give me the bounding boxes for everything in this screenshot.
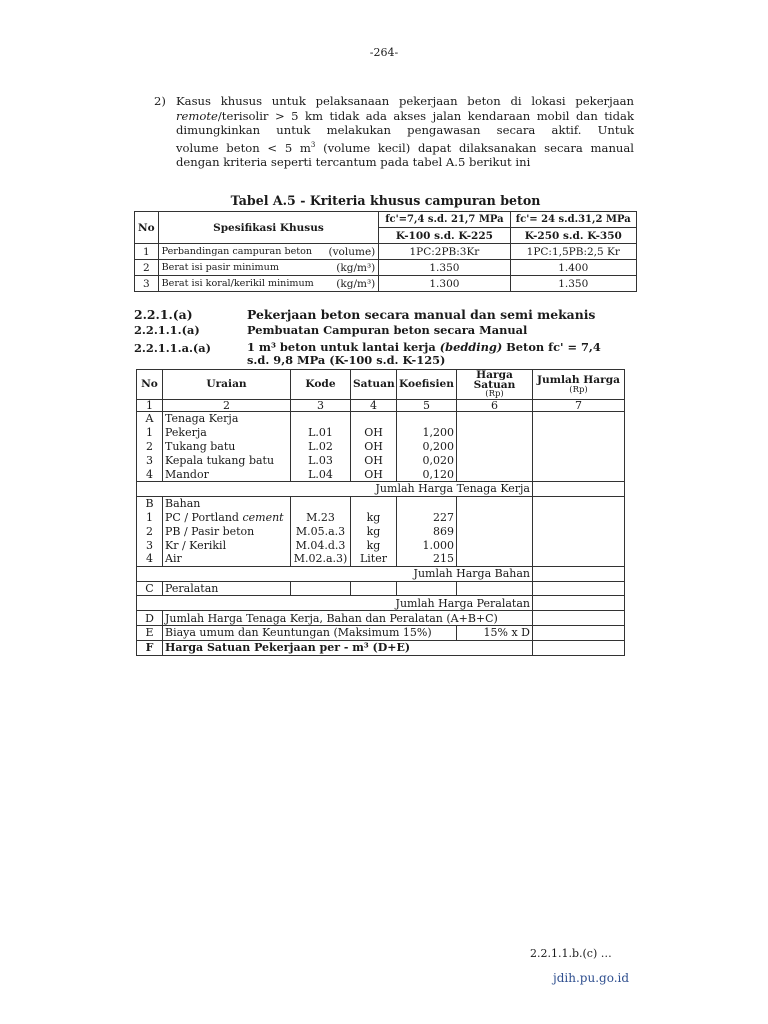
column-number-row bbox=[137, 400, 625, 412]
header-satuan: Satuan bbox=[351, 370, 397, 400]
col-number: 6 bbox=[457, 400, 533, 412]
total-row-d bbox=[137, 611, 625, 626]
page-number: -264- bbox=[369, 46, 399, 59]
item-koef: 0,020 bbox=[397, 453, 457, 467]
group-code: C bbox=[137, 581, 163, 596]
row-value-2: 1PC:1,5PB:2,5 Kr bbox=[510, 244, 636, 260]
header-kode: Kode bbox=[291, 370, 351, 400]
item-name: PB / Pasir beton bbox=[163, 524, 291, 538]
item-kode: M.04.d.3 bbox=[291, 538, 351, 552]
group-row-labor bbox=[137, 412, 625, 426]
item-satuan: kg bbox=[351, 524, 397, 538]
table-row bbox=[137, 524, 625, 538]
item-name: Pekerja bbox=[163, 426, 291, 440]
section-title: 1 m³ beton untuk lantai kerja (bedding) Beton fc' = 7,4 s.d. 9,8 MPa (K-100 s.d. K-125) bbox=[247, 340, 601, 367]
subtotal-row bbox=[137, 566, 625, 581]
subtotal-row bbox=[137, 596, 625, 611]
paragraph-line: volume beton < 5 $m^3$ (volume kecil) dapat dilaksanakan secara manual bbox=[176, 140, 634, 155]
item-satuan: OH bbox=[351, 467, 397, 481]
row-no: 3 bbox=[135, 276, 159, 292]
row-spec: Perbandingan campuran beton (volume) bbox=[158, 244, 379, 260]
table-header-row bbox=[137, 370, 625, 400]
total-row-f bbox=[137, 640, 625, 655]
row-text: Biaya umum dan Keuntungan (Maksimum 15%) bbox=[163, 625, 457, 640]
footer-site-link[interactable]: jdih.pu.go.id bbox=[553, 971, 630, 985]
row-spec: Berat isi pasir minimum (kg/m³) bbox=[158, 260, 379, 276]
group-title: Tenaga Kerja bbox=[163, 412, 291, 426]
item-kode: M.05.a.3 bbox=[291, 524, 351, 538]
subtotal-label: Jumlah Harga Peralatan bbox=[137, 596, 533, 611]
header-harga-satuan: Harga Satuan (Rp) bbox=[457, 370, 533, 400]
total-row-e bbox=[137, 625, 625, 640]
row-code: F bbox=[137, 640, 163, 655]
group-row-material bbox=[137, 496, 625, 510]
section-number: 2.2.1.(a) bbox=[134, 307, 193, 322]
item-name: Tukang batu bbox=[163, 440, 291, 454]
table-row bbox=[135, 276, 637, 292]
item-koef: 0,120 bbox=[397, 467, 457, 481]
item-koef: 227 bbox=[397, 511, 457, 525]
row-text: Harga Satuan Pekerjaan per - m³ (D+E) bbox=[163, 640, 533, 655]
table-row bbox=[135, 244, 637, 260]
col-number: 1 bbox=[137, 400, 163, 412]
row-spec: Berat isi koral/kerikil minimum (kg/m³) bbox=[158, 276, 379, 292]
paragraph-2 bbox=[154, 94, 634, 170]
header-col1-line1: fc'=7,4 s.d. 21,7 MPa bbox=[379, 212, 510, 228]
table-a5-title: Tabel A.5 - Kriteria khusus campuran beton bbox=[230, 193, 541, 208]
header-col1-line2: K-100 s.d. K-225 bbox=[379, 228, 510, 244]
row-formula: 15% x D bbox=[457, 625, 533, 640]
paragraph-line: dimungkinkan untuk melakukan pengawasan secara aktif. Untuk bbox=[176, 123, 634, 138]
item-name: Kr / Kerikil bbox=[163, 538, 291, 552]
col-number: 5 bbox=[397, 400, 457, 412]
row-text: Jumlah Harga Tenaga Kerja, Bahan dan Peralatan (A+B+C) bbox=[163, 611, 533, 626]
item-satuan: kg bbox=[351, 538, 397, 552]
row-value-1: 1.300 bbox=[379, 276, 510, 292]
item-satuan: OH bbox=[351, 453, 397, 467]
item-satuan: OH bbox=[351, 426, 397, 440]
table-row bbox=[135, 260, 637, 276]
item-no: 4 bbox=[137, 467, 163, 481]
table-row bbox=[137, 426, 625, 440]
item-koef: 869 bbox=[397, 524, 457, 538]
row-value-1: 1PC:2PB:3Kr bbox=[379, 244, 510, 260]
table-row bbox=[137, 552, 625, 566]
item-name: Mandor bbox=[163, 467, 291, 481]
continuation-reference: 2.2.1.1.b.(c) … bbox=[530, 947, 612, 960]
subtotal-row bbox=[137, 481, 625, 496]
paragraph-line: dengan kriteria seperti tercantum pada tabel A.5 berikut ini bbox=[176, 155, 531, 170]
header-no: No bbox=[137, 370, 163, 400]
header-col2-line1: fc'= 24 s.d.31,2 MPa bbox=[510, 212, 636, 228]
item-kode: L.03 bbox=[291, 453, 351, 467]
table-row bbox=[137, 538, 625, 552]
item-no: 1 bbox=[137, 511, 163, 525]
col-number: 4 bbox=[351, 400, 397, 412]
row-code: E bbox=[137, 625, 163, 640]
group-title: Bahan bbox=[163, 496, 291, 510]
group-code: B bbox=[137, 496, 163, 510]
subtotal-label: Jumlah Harga Tenaga Kerja bbox=[137, 481, 533, 496]
row-no: 1 bbox=[135, 244, 159, 260]
row-code: D bbox=[137, 611, 163, 626]
item-name: Kepala tukang batu bbox=[163, 453, 291, 467]
item-kode: M.02.a.3) bbox=[291, 552, 351, 566]
item-koef: 1.000 bbox=[397, 538, 457, 552]
paragraph-text bbox=[176, 94, 634, 170]
col-number: 3 bbox=[291, 400, 351, 412]
table-row bbox=[137, 453, 625, 467]
table-row bbox=[137, 511, 625, 525]
section-number: 2.2.1.1.(a) bbox=[134, 323, 200, 337]
header-koefisien: Koefisien bbox=[397, 370, 457, 400]
col-number: 2 bbox=[163, 400, 291, 412]
header-col2-line2: K-250 s.d. K-350 bbox=[510, 228, 636, 244]
row-no: 2 bbox=[135, 260, 159, 276]
table-row bbox=[137, 467, 625, 481]
row-value-1: 1.350 bbox=[379, 260, 510, 276]
subtotal-label: Jumlah Harga Bahan bbox=[137, 566, 533, 581]
item-no: 1 bbox=[137, 426, 163, 440]
col-number: 7 bbox=[533, 400, 625, 412]
header-uraian: Uraian bbox=[163, 370, 291, 400]
item-no: 3 bbox=[137, 538, 163, 552]
header-spec: Spesifikasi Khusus bbox=[158, 212, 379, 244]
list-marker: 2) bbox=[154, 94, 166, 108]
header-jumlah-harga: Jumlah Harga (Rp) bbox=[533, 370, 625, 400]
header-no: No bbox=[135, 212, 159, 244]
table-row bbox=[137, 440, 625, 454]
item-kode: L.04 bbox=[291, 467, 351, 481]
row-value-2: 1.400 bbox=[510, 260, 636, 276]
section-heading bbox=[134, 341, 634, 369]
section-heading bbox=[134, 307, 634, 323]
item-koef: 215 bbox=[397, 552, 457, 566]
item-kode: L.02 bbox=[291, 440, 351, 454]
table-a5 bbox=[134, 211, 637, 292]
item-satuan: kg bbox=[351, 511, 397, 525]
item-satuan: OH bbox=[351, 440, 397, 454]
item-no: 3 bbox=[137, 453, 163, 467]
item-koef: 1,200 bbox=[397, 426, 457, 440]
item-name: PC / Portland cement bbox=[163, 511, 291, 525]
paragraph-line: Kasus khusus untuk pelaksanaan pekerjaan beton di lokasi pekerjaan bbox=[176, 94, 634, 108]
item-satuan: Liter bbox=[351, 552, 397, 566]
item-name: Air bbox=[163, 552, 291, 566]
item-kode: M.23 bbox=[291, 511, 351, 525]
table-header-row bbox=[135, 212, 637, 228]
section-heading bbox=[134, 323, 634, 339]
ahsp-table bbox=[136, 369, 625, 656]
item-no: 4 bbox=[137, 552, 163, 566]
group-code: A bbox=[137, 412, 163, 426]
item-kode: L.01 bbox=[291, 426, 351, 440]
group-title: Peralatan bbox=[163, 581, 291, 596]
item-koef: 0,200 bbox=[397, 440, 457, 454]
section-title: Pekerjaan beton secara manual dan semi mekanis bbox=[247, 307, 596, 322]
paragraph-line: remote/terisolir > 5 km tidak ada akses jalan kendaraan mobil dan tidak bbox=[176, 108, 634, 123]
section-number: 2.2.1.1.a.(a) bbox=[134, 341, 212, 355]
section-title: Pembuatan Campuran beton secara Manual bbox=[247, 323, 528, 337]
row-value-2: 1.350 bbox=[510, 276, 636, 292]
group-row-equipment bbox=[137, 581, 625, 596]
item-no: 2 bbox=[137, 440, 163, 454]
item-no: 2 bbox=[137, 524, 163, 538]
